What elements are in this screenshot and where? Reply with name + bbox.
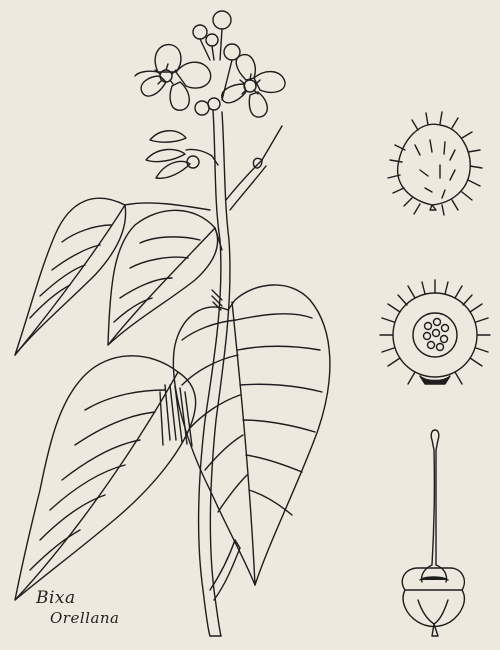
leaf-upper-middle [108,210,222,345]
caption-species: Orellana [50,609,120,627]
leaf-lower-right [173,285,329,585]
leaf-upper-left [15,198,210,355]
flower-side-wilted [146,131,262,179]
caption-genus: Bixa [36,588,76,608]
leaf-lower-left [15,356,196,600]
species-caption [36,588,120,628]
main-stem [199,110,282,636]
pistil-detail [402,430,464,636]
fruit-whole [388,112,482,215]
flower-top-left [135,45,211,111]
fruit-cross-section [380,280,490,384]
